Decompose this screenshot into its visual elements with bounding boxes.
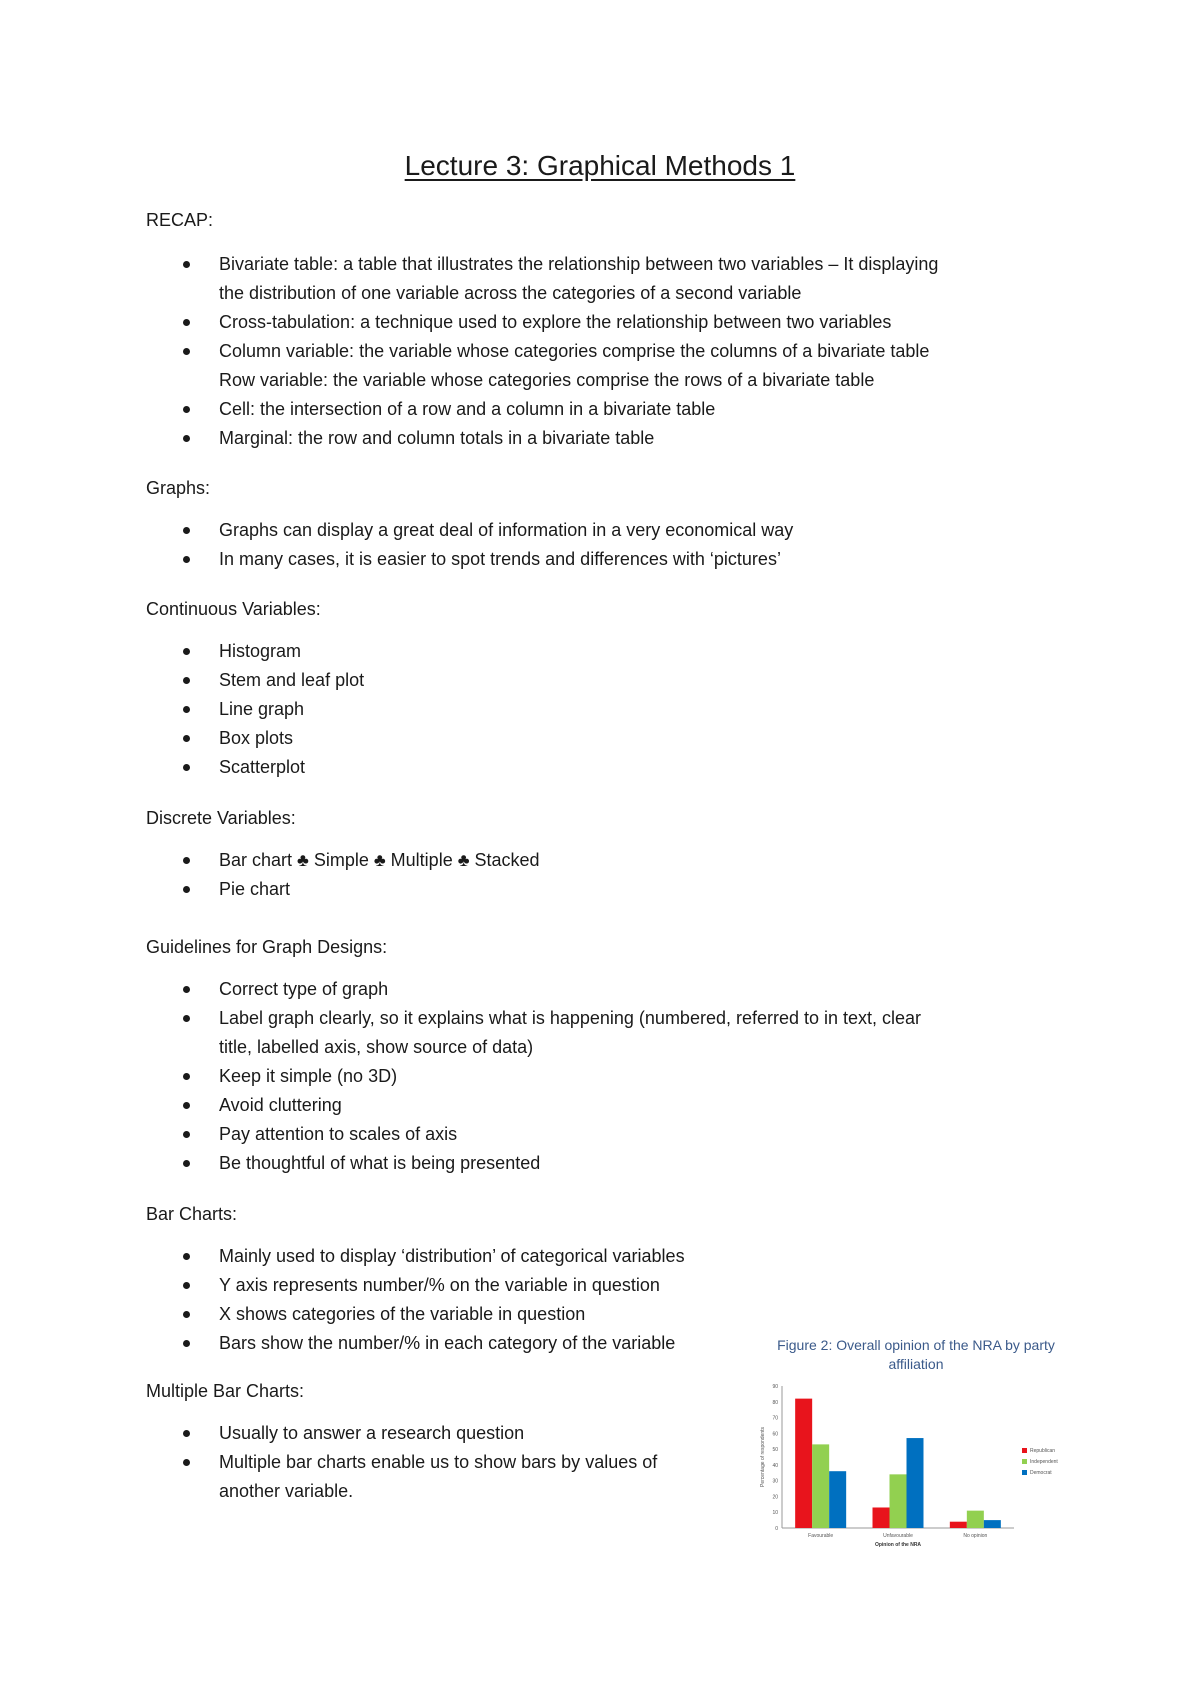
bullet-list: [0, 1242, 685, 1358]
bullet-list: [0, 516, 793, 574]
bullet-icon: [183, 261, 190, 268]
bullet-icon: [183, 1282, 190, 1289]
list-item-text: Pie chart: [219, 879, 291, 899]
y-axis-label: Percentage of respondents: [760, 1426, 766, 1488]
y-tick-label: 40: [772, 1462, 778, 1469]
y-tick-label: 0: [775, 1526, 778, 1532]
bar: [890, 1474, 907, 1528]
list-item-text: Bars show the number/% in each category of the variable: [219, 1333, 676, 1353]
bullet-icon: [183, 1340, 190, 1347]
list-item: [0, 637, 364, 666]
list-item: [0, 1091, 921, 1120]
figure-caption: [752, 1336, 1080, 1374]
list-item: [0, 1120, 921, 1149]
list-item-text: Line graph: [219, 699, 305, 719]
bullet-icon: [183, 1160, 190, 1167]
y-tick-label: 60: [772, 1431, 778, 1438]
list-item: [0, 724, 364, 753]
list-item: [0, 695, 364, 724]
bullet-list: [0, 250, 938, 453]
list-item-text: Avoid cluttering: [219, 1095, 342, 1115]
bullet-icon: [183, 348, 190, 355]
bullet-icon: [183, 556, 190, 563]
bar: [950, 1522, 967, 1528]
list-item-text: Label graph clearly, so it explains what is happening (numbered, referred to in text, clear: [219, 1008, 922, 1028]
list-item: [0, 1419, 657, 1448]
list-item-text: title, labelled axis, show source of data): [219, 1037, 534, 1057]
legend-swatch: [1022, 1459, 1027, 1464]
bar: [829, 1471, 846, 1528]
list-item-text: Keep it simple (no 3D): [219, 1066, 398, 1086]
list-item-text: another variable.: [219, 1481, 354, 1501]
bullet-icon: [183, 1131, 190, 1138]
bullet-list: [0, 975, 921, 1178]
section-heading: Discrete Variables:: [146, 808, 296, 828]
list-item-text: Marginal: the row and column totals in a bivariate table: [219, 428, 655, 448]
list-item-text: Box plots: [219, 728, 294, 748]
list-item: [0, 516, 793, 545]
section-heading: RECAP:: [146, 210, 214, 230]
list-item: [0, 1242, 685, 1271]
bar: [873, 1507, 890, 1528]
list-item: [0, 250, 938, 308]
list-item-text: Scatterplot: [219, 757, 306, 777]
bar-chart: [752, 1378, 1082, 1554]
list-item-text: Graphs can display a great deal of information in a very economical way: [219, 520, 794, 540]
list-item-text: Y axis represents number/% on the variable in question: [219, 1275, 660, 1295]
figure-caption-line-2: affiliation: [888, 1356, 944, 1372]
bullet-list: [0, 846, 540, 904]
list-item: [0, 846, 540, 875]
legend-label: Democrat: [1030, 1470, 1052, 1476]
bullet-icon: [183, 1073, 190, 1080]
list-item-text: Multiple bar charts enable us to show bars by values of: [219, 1452, 658, 1472]
list-item: [0, 1062, 921, 1091]
x-tick-label: Unfavourable: [883, 1533, 913, 1539]
section-heading: Graphs:: [146, 478, 211, 498]
bullet-icon: [183, 764, 190, 771]
page-title: Lecture 3: Graphical Methods 1: [404, 150, 796, 181]
bullet-icon: [183, 986, 190, 993]
bullet-icon: [183, 857, 190, 864]
x-tick-label: Favourable: [808, 1533, 834, 1539]
bullet-list: [0, 1419, 657, 1506]
list-item: [0, 308, 938, 337]
list-item-text: the distribution of one variable across the categories of a second variable: [219, 283, 802, 303]
list-item: [0, 1448, 657, 1506]
bar: [907, 1438, 924, 1528]
list-item-text: Stem and leaf plot: [219, 670, 365, 690]
bullet-icon: [183, 1430, 190, 1437]
list-item-text: Usually to answer a research question: [219, 1423, 525, 1443]
bullet-list: [0, 637, 364, 782]
x-axis-label: Opinion of the NRA: [874, 1542, 922, 1548]
bar: [967, 1511, 984, 1528]
list-item-text: Cross-tabulation: a technique used to explore the relationship between two variables: [219, 312, 892, 332]
list-item: [0, 337, 938, 395]
bullet-icon: [183, 1253, 190, 1260]
bar: [795, 1399, 812, 1528]
list-item: [0, 753, 364, 782]
bullet-icon: [183, 527, 190, 534]
list-item: [0, 666, 364, 695]
bar: [812, 1444, 829, 1528]
list-item-text: Column variable: the variable whose categories comprise the columns of a bivariate table: [219, 341, 930, 361]
legend-label: Republican: [1030, 1448, 1056, 1454]
figure-caption-line-1: Figure 2: Overall opinion of the NRA by party: [777, 1337, 1055, 1353]
list-item-text: Row variable: the variable whose categories comprise the rows of a bivariate table: [219, 370, 875, 390]
list-item-text: Cell: the intersection of a row and a column in a bivariate table: [219, 399, 716, 419]
list-item: [0, 545, 793, 574]
list-item: [0, 1329, 685, 1358]
list-item-text: Correct type of graph: [219, 979, 389, 999]
legend-label: Independent: [1030, 1459, 1058, 1465]
section-heading: Bar Charts:: [146, 1204, 238, 1224]
section-heading: Continuous Variables:: [146, 599, 321, 619]
list-item: [0, 395, 938, 424]
bullet-icon: [183, 1015, 190, 1022]
list-item: [0, 1149, 921, 1178]
list-item-text: Bivariate table: a table that illustrates the relationship between two variables – It displaying: [219, 254, 939, 274]
list-item: [0, 875, 540, 904]
list-item: [0, 1300, 685, 1329]
list-item: [0, 424, 938, 453]
list-item-text: In many cases, it is easier to spot trends and differences with ‘pictures’: [219, 549, 781, 569]
bullet-icon: [183, 319, 190, 326]
y-tick-label: 90: [772, 1384, 778, 1390]
legend-swatch: [1022, 1470, 1027, 1475]
y-tick-label: 70: [772, 1415, 778, 1422]
list-item-text: Histogram: [219, 641, 302, 661]
list-item-text: X shows categories of the variable in question: [219, 1304, 586, 1324]
list-item-text: Mainly used to display ‘distribution’ of categorical variables: [219, 1246, 685, 1266]
bullet-icon: [183, 406, 190, 413]
y-tick-label: 50: [772, 1447, 778, 1454]
bullet-icon: [183, 1459, 190, 1466]
list-item-text: Pay attention to scales of axis: [219, 1124, 458, 1144]
bullet-icon: [183, 1311, 190, 1318]
y-tick-label: 80: [772, 1399, 778, 1406]
legend-swatch: [1022, 1448, 1027, 1453]
bullet-icon: [183, 677, 190, 684]
x-tick-label: No opinion: [963, 1533, 988, 1539]
bullet-icon: [183, 886, 190, 893]
y-tick-label: 30: [772, 1478, 778, 1485]
bullet-icon: [183, 735, 190, 742]
list-item-text: Bar chart ♣ Simple ♣ Multiple ♣ Stacked: [219, 850, 540, 870]
section-heading: Multiple Bar Charts:: [146, 1381, 305, 1401]
bullet-icon: [183, 1102, 190, 1109]
list-item-text: Be thoughtful of what is being presented: [219, 1153, 541, 1173]
section-heading: Guidelines for Graph Designs:: [146, 937, 388, 957]
bullet-icon: [183, 706, 190, 713]
list-item: [0, 1004, 921, 1062]
bullet-icon: [183, 648, 190, 655]
list-item: [0, 1271, 685, 1300]
list-item: [0, 975, 921, 1004]
y-tick-label: 20: [772, 1494, 778, 1501]
bullet-icon: [183, 435, 190, 442]
bar: [984, 1520, 1001, 1528]
y-tick-label: 10: [772, 1510, 778, 1517]
